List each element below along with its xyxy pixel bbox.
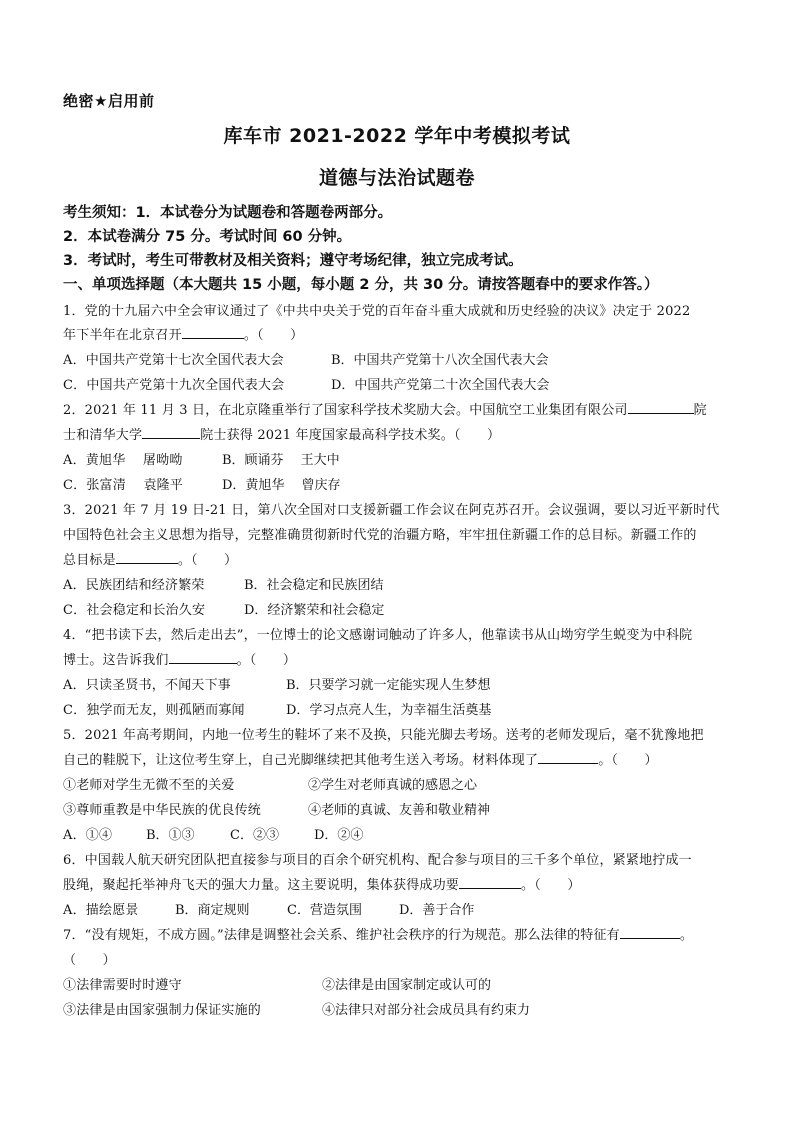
q5-statement-1: ①老师对学生无微不至的关爱: [63, 778, 235, 793]
q4-blank: [169, 651, 237, 664]
q2-blank-1: [628, 401, 694, 414]
q6-stem-end: 。（ ）: [521, 878, 581, 893]
q7-stem-line-2: （ ）: [63, 953, 116, 968]
q4-stem-line-2: [63, 649, 296, 668]
q7-stem-text: 7．“没有规矩，不成方圆。”法律是调整社会关系、维护社会秩序的行为规范。那么法律的特征有: [63, 928, 620, 943]
q3-stem-end: 。（ ）: [177, 553, 238, 568]
q5-stem-end: 。（ ）: [598, 753, 658, 768]
q5-statement-4: ④老师的真诚、友善和敬业精神: [308, 803, 491, 818]
q5-statement-3: ③尊师重教是中华民族的优良传统: [63, 803, 262, 818]
q1-option-b: B．中国共产党第十八次全国代表大会: [331, 353, 549, 368]
q2-stem-line-2: [63, 424, 500, 443]
q1-option-d: D．中国共产党第二十次全国代表大会: [331, 378, 550, 393]
q1-stem-line-2: [63, 324, 303, 343]
q6-stem-line-2: [63, 874, 581, 893]
q4-option-b: B．只要学习就一定能实现人生梦想: [286, 678, 491, 693]
q7-stem-end: 。: [679, 928, 694, 943]
q4-option-a: A．只读圣贤书，不闻天下事: [63, 678, 231, 693]
q2-stem-text-2: 院: [693, 403, 707, 418]
q6-option-d: D．善于合作: [399, 903, 475, 918]
q5-stem-line-2: [63, 749, 658, 768]
q5-blank: [538, 751, 598, 764]
q6-stem-text: 股绳，聚起托举神舟飞天的强大力量。这主要说明，集体获得成功要: [63, 878, 460, 893]
q5-statement-2: ②学生对老师真诚的感恩之心: [308, 778, 478, 793]
q1-option-c: C．中国共产党第十九次全国代表大会: [63, 378, 285, 393]
q5-option-a: A．①④: [63, 828, 113, 843]
q5-option-b: B．①③: [146, 828, 195, 843]
section-heading: 一、单项选择题（本大题共 15 小题，每小题 2 分，共 30 分。请按答题春中的要求作答。）: [63, 277, 659, 293]
q5-option-d: D．②④: [314, 828, 364, 843]
q6-option-b: B．商定规则: [175, 903, 250, 918]
q4-stem-end: 。（ ）: [236, 653, 297, 668]
q3-option-d: D．经济繁荣和社会稳定: [244, 603, 385, 618]
q2-stem-line-1: [63, 399, 707, 418]
q7-statement-3: ③法律是由国家强制力保证实施的: [63, 1003, 262, 1018]
q3-option-c: C．社会稳定和长治久安: [63, 603, 206, 618]
exam-title: 库车市 2021-2022 学年中考模拟考试: [223, 125, 571, 147]
q4-option-d: D．学习点亮人生，为幸福生活奠基: [286, 703, 492, 718]
q5-stem-text: 自己的鞋脱下，让这位考生穿上，自己光脚继续把其他考生送入考场。材料体现了: [63, 753, 539, 768]
exam-subtitle: 道德与法治试题卷: [318, 167, 475, 189]
q6-stem-line-1: 6．中国载人航天研究团队把直接参与项目的百余个研究机构、配合参与项目的三千多个单位，紧紧地拧成一: [63, 853, 692, 868]
q2-option-b: B．顾诵芬 王大中: [222, 453, 340, 468]
q2-option-c: C．张富清 袁隆平: [63, 478, 184, 493]
q4-stem-text: 博士。这告诉我们: [63, 653, 169, 668]
q7-stem-line-1: [63, 924, 693, 943]
q3-blank: [116, 551, 178, 564]
q5-stem-line-1: 5．2021 年高考期间，内地一位考生的鞋坏了来不及换，只能光脚去考场。送考的老师发现后，毫不犹豫地把: [63, 728, 704, 743]
q2-stem-text-1: 2．2021 年 11 月 3 日，在北京隆重举行了国家科学技术奖励大会。中国航空工业集团有限公司: [63, 403, 628, 418]
q4-stem-line-1: 4．“把书读下去，然后走出去”，一位博士的论文感谢词触动了许多人，他靠读书从山坳穷学生蜕变为中科院: [63, 628, 693, 643]
q1-option-a: A．中国共产党第十七次全国代表大会: [63, 353, 284, 368]
q3-stem-line-1: 3．2021 年 7 月 19 日-21 日，第八次全国对口支援新疆工作会议在阿克苏召开。会议强调，要以习近平新时代: [63, 503, 720, 518]
q7-blank: [620, 926, 680, 939]
q2-option-d: D．黄旭华 曾庆存: [222, 478, 341, 493]
q6-option-a: A．描绘愿景: [63, 903, 139, 918]
q6-blank: [459, 876, 521, 889]
notice-line-3: 3．考试时，考生可带教材及相关资料；遵守考场纪律，独立完成考试。: [63, 253, 523, 269]
q2-option-a: A．黄旭华 屠呦呦: [63, 453, 183, 468]
q1-stem-end: 。（ ）: [243, 328, 304, 343]
q3-stem-text: 总目标是: [63, 553, 116, 568]
notice-line-1: 考生须知：1．本试卷分为试题卷和答题卷两部分。: [63, 205, 393, 221]
q7-statement-1: ①法律需要时时遵守: [63, 978, 182, 993]
q3-stem-line-3: [63, 549, 237, 568]
q3-stem-line-2: 中国特色社会主义思想为指导，完整准确贯彻新时代党的治疆方略，牢牢扭住新疆工作的总目标。新疆工作的: [63, 528, 697, 543]
confidential-mark: 绝密★启用前: [63, 92, 155, 110]
q1-stem-text: 年下半年在北京召开: [63, 328, 182, 343]
q1-stem-line-1: 1．党的十九届六中全会审议通过了《中共中央关于党的百年奋斗重大成就和历史经验的决议》决定于 2022: [63, 304, 691, 319]
q2-stem-text-3: 士和清华大学: [63, 428, 143, 443]
q2-stem-text-4: 院士获得 2021 年度国家最高科学技术奖。（ ）: [200, 428, 501, 443]
q2-blank-2: [142, 426, 200, 439]
q7-statement-4: ④法律只对部分社会成员具有约束力: [322, 1003, 531, 1018]
q6-option-c: C．营造氛围: [287, 903, 362, 918]
notice-line-2: 2．本试卷满分 75 分。考试时间 60 分钟。: [63, 229, 352, 245]
q1-blank: [182, 326, 244, 339]
q7-statement-2: ②法律是由国家制定或认可的: [322, 978, 492, 993]
q3-option-a: A．民族团结和经济繁荣: [63, 578, 205, 593]
q3-option-b: B．社会稳定和民族团结: [244, 578, 384, 593]
q4-option-c: C．独学而无友，则孤陋而寡闻: [63, 703, 245, 718]
q5-option-c: C．②③: [230, 828, 279, 843]
